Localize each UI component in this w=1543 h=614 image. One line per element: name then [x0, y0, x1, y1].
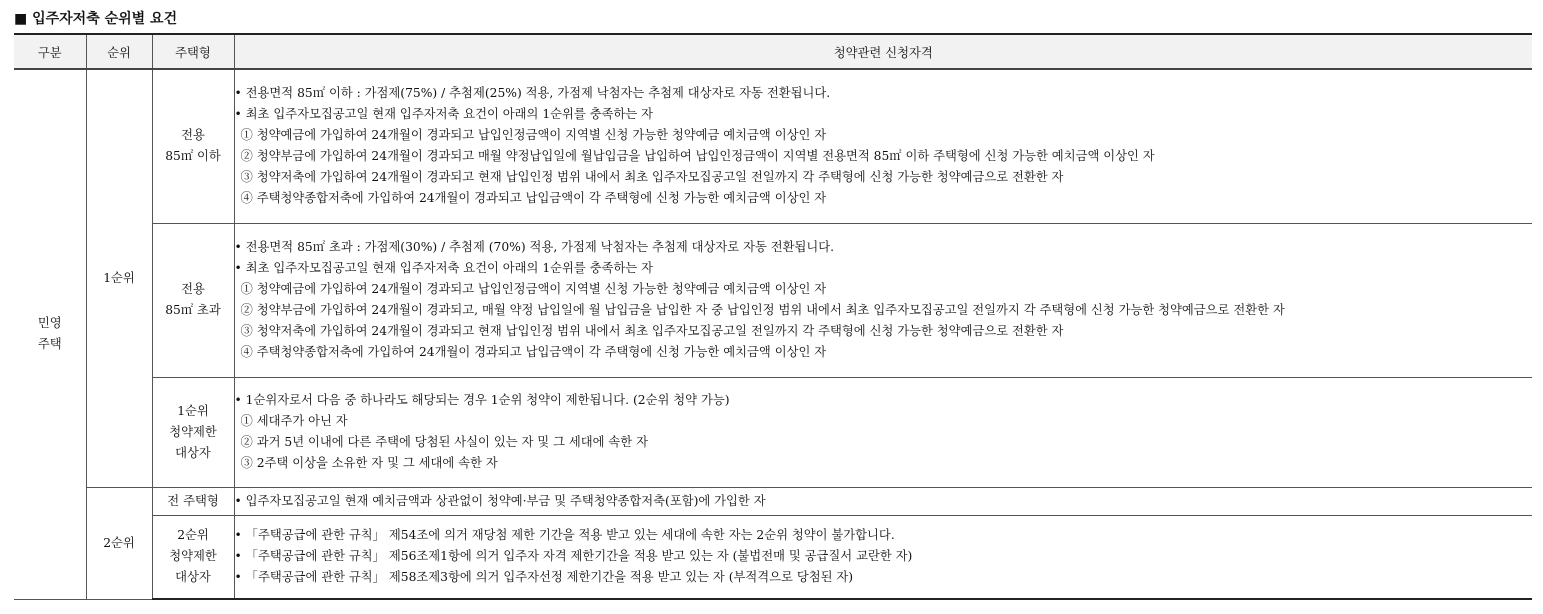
table-header-row — [14, 34, 1532, 69]
qualification-line: ④ 주택청약종합저축에 가입하여 24개월이 경과되고 납입금액이 각 주택형에 신청 가능한 예치금액 이상인 자 — [240, 345, 827, 359]
type-line: 청약제한 — [169, 424, 217, 439]
qualification-cell — [234, 487, 1532, 515]
type-line: 85㎡ 이하 — [165, 149, 221, 164]
qualification-line: ④ 주택청약종합저축에 가입하여 24개월이 경과되고 납입금액이 각 주택형에 신청 가능한 예치금액 이상인 자 — [240, 191, 827, 206]
qualification-line: • 전용면적 85㎡ 초과 : 가점제(30%) / 추첨제 (70%) 적용, 가점제 낙첨자는 추첨제 대상자로 자동 전환됩니다. — [234, 240, 835, 254]
qualification-line: ③ 청약저축에 가입하여 24개월이 경과되고 현재 납입인정 범위 내에서 최초 입주자모집공고일 전일까지 각 주택형에 신청 가능한 청약예금으로 전환한 자 — [240, 170, 1064, 185]
type-line: 2순위 — [177, 528, 209, 543]
qualification-line: • 전용면적 85㎡ 이하 : 가점제(75%) / 추첨제(25%) 적용, 가점제 낙첨자는 추첨제 대상자로 자동 전환됩니다. — [234, 86, 831, 101]
table-row — [14, 69, 1532, 223]
qualification-line: • 최초 입주자모집공고일 현재 입주자저축 요건이 아래의 1순위를 충족하는 자 — [234, 107, 653, 122]
category-line: 주택 — [37, 337, 62, 352]
header-category: 구분 — [14, 34, 86, 69]
table-row — [14, 377, 1532, 487]
type-line: 대상자 — [175, 570, 211, 585]
qualification-line: • 입주자모집공고일 현재 예치금액과 상관없이 청약예·부금 및 주택청약종합저축(포함)에 가입한 자 — [234, 493, 766, 508]
housing-type-cell — [152, 377, 234, 487]
requirements-table — [14, 33, 1532, 600]
housing-type-cell — [152, 515, 234, 599]
rank1-cell: 1순위 — [86, 69, 152, 487]
housing-type-cell — [152, 223, 234, 377]
type-line: 청약제한 — [169, 549, 217, 564]
qualification-line: ① 청약예금에 가입하여 24개월이 경과되고 납입인정금액이 지역별 신청 가능한 청약예금 예치금액 이상인 자 — [240, 282, 827, 296]
qualification-line: • 최초 입주자모집공고일 현재 입주자저축 요건이 아래의 1순위를 충족하는 자 — [234, 261, 653, 275]
type-line: 전 주택형 — [167, 493, 219, 508]
type-line: 대상자 — [175, 445, 211, 460]
housing-type-cell — [152, 487, 234, 515]
qualification-cell — [234, 377, 1532, 487]
category-line: 민영 — [37, 316, 62, 331]
qualification-line: ② 청약부금에 가입하여 24개월이 경과되고, 매월 약정 납입일에 월 납입금을 납입한 자 중 납입인정 범위 내에서 최초 입주자모집공고일 전일까지 각 주택형에 신청 가능한 청약예금으로 전환한 자 — [240, 303, 1285, 317]
qualification-line: ③ 청약저축에 가입하여 24개월이 경과되고 현재 납입인정 범위 내에서 최초 입주자모집공고일 전일까지 각 주택형에 신청 가능한 청약예금으로 전환한 자 — [240, 324, 1064, 338]
qualification-line: ② 청약부금에 가입하여 24개월이 경과되고 매월 약정납입일에 월납입금을 납입하여 납입인정금액이 지역별 전용면적 85㎡ 이하 주택형에 신청 가능한 예치금액 이상인 자 — [240, 149, 1155, 164]
header-rank: 순위 — [86, 34, 152, 69]
table-row — [14, 487, 1532, 515]
qualification-line: ① 청약예금에 가입하여 24개월이 경과되고 납입인정금액이 지역별 신청 가능한 청약예금 예치금액 이상인 자 — [240, 128, 827, 143]
qualification-cell — [234, 515, 1532, 599]
qualification-line: • 1순위자로서 다음 중 하나라도 해당되는 경우 1순위 청약이 제한됩니다. (2순위 청약 가능) — [234, 393, 730, 407]
housing-type-cell — [152, 69, 234, 223]
qualification-line: ② 과거 5년 이내에 다른 주택에 당첨된 사실이 있는 자 및 그 세대에 속한 자 — [240, 435, 648, 449]
type-line: 85㎡ 초과 — [165, 303, 221, 317]
category-cell — [14, 69, 86, 599]
type-line: 1순위 — [177, 403, 209, 418]
header-housing-type: 주택형 — [152, 34, 234, 69]
table-row — [14, 223, 1532, 377]
qualification-cell — [234, 223, 1532, 377]
qualification-cell — [234, 69, 1532, 223]
qualification-line: • 「주택공급에 관한 규칙」 제54조에 의거 재당첨 제한 기간을 적용 받고 있는 세대에 속한 자는 2순위 청약이 불가합니다. — [234, 528, 895, 543]
qualification-line: • 「주택공급에 관한 규칙」 제58조제3항에 의거 입주자선정 제한기간을 적용 받고 있는 자 (부적격으로 당첨된 자) — [234, 570, 854, 585]
qualification-line: ① 세대주가 아닌 자 — [240, 414, 348, 428]
type-line: 전용 — [181, 282, 205, 296]
section-title: ■ 입주자저축 순위별 요건 — [14, 11, 178, 27]
qualification-line: ③ 2주택 이상을 소유한 자 및 그 세대에 속한 자 — [240, 456, 498, 470]
header-qualification: 청약관련 신청자격 — [234, 34, 1532, 69]
qualification-line: • 「주택공급에 관한 규칙」 제56조제1항에 의거 입주자 자격 제한기간을 적용 받고 있는 자 (불법전매 및 공급질서 교란한 자) — [234, 549, 913, 564]
rank2-cell: 2순위 — [86, 487, 152, 599]
table-row — [14, 515, 1532, 599]
type-line: 전용 — [181, 128, 205, 143]
